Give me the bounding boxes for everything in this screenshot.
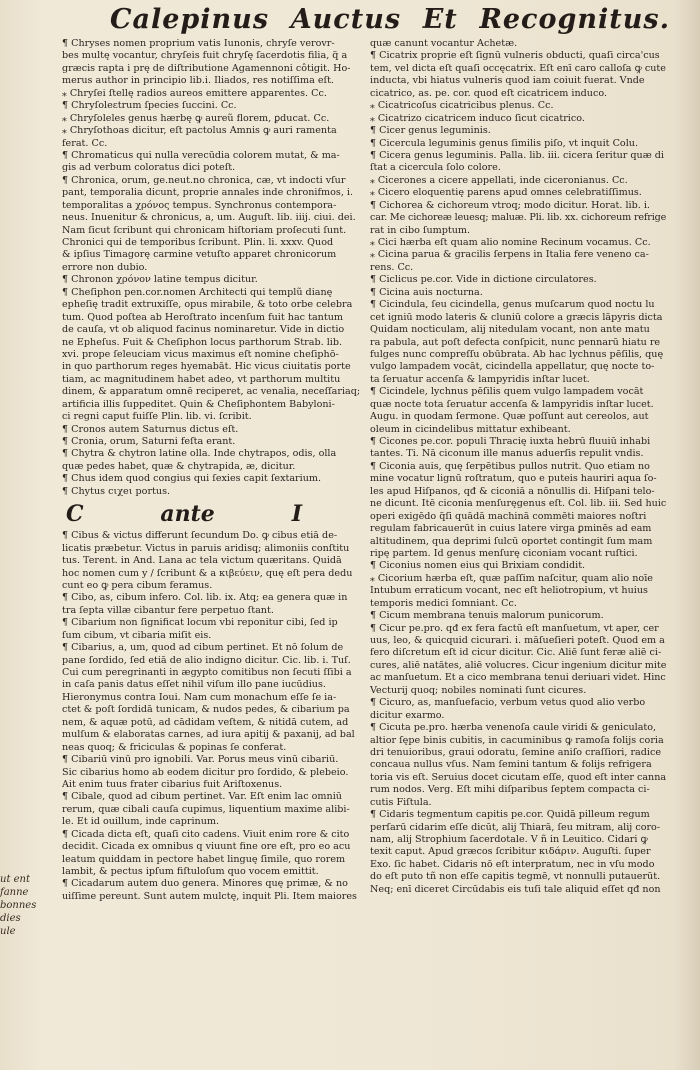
text-line: Ait enim tuus frater cibarius fuit Ariſtoxenus. xyxy=(62,778,283,790)
text-line: ¶ Ciconia auis, quę ſerpētibus pullos nutrit. Quo etiam no xyxy=(370,460,650,472)
text-line: ¶ Cronia, orum, Saturni feſta erant. xyxy=(62,436,236,447)
text-line: epheſię tradit extruxiſſe, opus mirabile, & toto orbe celebra xyxy=(62,299,353,311)
text-line: les apud Hiſpanos, qđ & ciconiā a nōnullis di. Hiſpani telo- xyxy=(370,485,655,497)
text-line: gis ad verbum coloratus dici poteſt. xyxy=(62,162,236,174)
text-line: temporis medici ſomniant. Cc. xyxy=(370,597,517,609)
text-line: ¶ Chronon χρόνον latine tempus dicitur. xyxy=(62,274,258,286)
text-line: ¶ Cibale, quod ad cibum pertinet. Var. Eſt enim lac omniū xyxy=(62,791,342,803)
text-line: ¶ Chryses nomen proprium vatis Iunonis, chryſe verovr- xyxy=(62,38,335,49)
text-line: tantes. Ti. Nā ciconum ille manus aduerſis repulit vndis. xyxy=(370,448,644,460)
section-heading xyxy=(62,498,362,530)
text-line: ¶ Chronica, orum, ge.neut.no chronica, cæ, vt indocti vſur xyxy=(62,174,346,186)
text-line: ⁎ Cicero eloquentię parens apud omnes celebratiſſimus. xyxy=(370,187,642,199)
text-line: dinem, & apparatum omnē reciperet, ac venalia, neceſſariaq; xyxy=(62,386,361,398)
text-line: Neq; enī diceret Circūdabis eis tuſi tale aliquid eſſet qđ non xyxy=(370,883,661,895)
text-line: ¶ Cicera genus leguminis. Palla. lib. iii. cicera ſeritur quæ di xyxy=(370,149,664,161)
text-line: ¶ Chryſoleɛtrum ſpecies ſuccini. Cc. xyxy=(62,100,237,112)
text-line: regulam fabricauerūt in cuius latere virga ꝑminēs ad eam xyxy=(370,523,652,535)
text-line: xvi. prope ſeleuciam vicus maximus eſt nomine cheſiphō- xyxy=(62,348,339,360)
text-line: ra pabula, aut poſt defecta conſpicit, nunc pennarū hiatu re xyxy=(370,336,661,348)
text-line: Exo. ſic habet. Cidaris nō eſt interpratum, nec in vſu modo xyxy=(370,858,655,870)
text-line: in caſa panis datus eſſet nihil viſum illo pane iucūdius. xyxy=(62,679,326,691)
text-line: tra ſepta villæ cibantur fere perpetuo ſtant. xyxy=(62,604,274,616)
text-line: uiſſime pereunt. Sunt autem mulctę, inquit Pli. Item maiores xyxy=(62,890,357,902)
text-line: fero diſcretum eſt id cicur dicitur. Cic. Aliē ſunt feræ aliē ci- xyxy=(370,647,662,659)
text-line: cicatrico, as. pe. cor. quod eſt cicatricem induco. xyxy=(370,87,607,99)
text-line: leatum quiddam in pectore habet linguę ſimile, quo rorem xyxy=(62,853,346,865)
text-line: ¶ Cicindula, ſeu cicindella, genus muſcarum quod noctu lu xyxy=(370,299,655,311)
text-line: mulſum & elaboratas carnes, ad iura apitij & paxanij, ad bal xyxy=(62,729,355,741)
text-line: ¶ Cibarium non ſignificat locum vbi reponitur cibi, ſed ip xyxy=(62,617,338,629)
text-line: ⁎ Cicatricoſus cicatricibus plenus. Cc. xyxy=(370,100,554,112)
text-line: ¶ Chromaticus qui nulla verecūdia colorem mutat, & ma- xyxy=(62,149,340,161)
text-line: car. Me cichoreæ leuesq; maluæ. Pli. lib. xx. cichoreum refrige xyxy=(370,212,666,224)
text-line: tem, vel dicta eſt quaſi occęcatrix. Eſt enī caro calloſa ꝙ cute xyxy=(370,62,666,74)
text-line: Cui cum peregrinanti in ægypto comitibus non ſecuti ſſibi a xyxy=(62,667,352,678)
text-line: inducta, vbi hiatus vulneris quod iam coiuit fuerat. Vnde xyxy=(370,75,645,87)
text-line: ⁎ Chryſothoas dicitur, eſt pactolus Amnis ꝙ auri ramenta xyxy=(62,125,337,137)
text-line: ¶ Cicada dicta eſt, quaſi cito cadens. Viuit enim rore & cito xyxy=(62,828,350,840)
text-line: quæ nocte tota ſeruatur accenſa & lampyridis inſtar lucet. xyxy=(370,398,654,410)
text-line: temporalitas a χρόνος tempus. Synchronus contempora- xyxy=(62,199,337,211)
margin-note-line: ut ent fanne xyxy=(0,874,31,898)
text-line: Quidam nocticulam, alij nitedulam vocant, non ante matu xyxy=(370,324,650,336)
running-head-middle: Auctus xyxy=(290,3,402,35)
text-line: quæ pedes habet, quæ & chytrapida, æ, dicitur. xyxy=(62,460,296,472)
text-line: ¶ Cidaris tegmentum capitis pe.cor. Quidā pilleum regum xyxy=(370,809,650,821)
text-line: ¶ Chytra & chytron latine olla. Inde chytrapos, odis, olla xyxy=(62,448,337,460)
text-line: concaua nullus vſus. Nam ſemini tantum & folijs refrigera xyxy=(370,759,652,771)
text-line: ¶ Cicer genus leguminis. xyxy=(370,125,491,137)
text-line: perſarū cidarim eſſe dicūt, alij Thiarā, ſeu mitram, alij coro- xyxy=(370,821,661,833)
text-line: le. Et id ouillum, inde caprinum. xyxy=(62,816,220,828)
margin-note-line: bonnes dies xyxy=(0,900,37,924)
text-line: fulges nunc compreſſu obūbrata. Ab hac lychnus pēſilis, quę xyxy=(370,348,664,360)
text-line: ci regni caput fuiſſe Plin. lib. vi. ſcribit. xyxy=(62,411,252,423)
text-line: ¶ Ciconius nomen eius qui Brixiam condidit. xyxy=(370,560,586,572)
text-line: ⁎ Cicina parua & gracilis ſerpens in Italia fere veneno ca- xyxy=(370,249,649,261)
text-line: ¶ Cicina auis nocturna. xyxy=(370,286,483,298)
text-line: ſum cibum, vt cibaria miſit eis. xyxy=(62,629,212,641)
right-column-entries xyxy=(370,38,666,896)
text-line: ¶ Chus idem quod congius qui ſexies capit ſextarium. xyxy=(62,473,322,485)
right-column xyxy=(370,38,666,896)
text-line: rens. Cc. xyxy=(370,261,414,273)
text-line: altior ſępe binis cubitis, in cacuminibus ꝙ ramoſa folijs coria xyxy=(370,734,664,746)
text-line: dri tenuioribus, graui odoratu, ſemine aniſo craſſiori, radice xyxy=(370,746,662,758)
running-head-right-b: Recognitus. xyxy=(479,3,670,35)
text-line: ¶ Cicatrix proprie eſt ſignū vulneris obducti, quaſi circa'cus xyxy=(370,50,660,62)
text-line: ¶ Cicur pe.pro. qđ ex fera factū eſt manſuetum, vt aper, cer xyxy=(370,622,659,634)
text-line: ⁎ Chryſoleles genus hærbę ꝙ aureũ florem, ꝑducat. Cc. xyxy=(62,112,330,124)
text-line: pane ſordido, ſed etiā de alio indigno dicitur. Cic. lib. i. Tuſ. xyxy=(62,654,351,666)
text-line: ne dicunt. Itē ciconia menſuręgenus eſt. Col. lib. iii. Sed huic xyxy=(370,498,666,510)
text-line: mine vocatur lignū roſtratum, quo e puteis hauriri aqua ſo- xyxy=(370,473,657,485)
text-line: ¶ Cicum membrana tenuis malorum punicorum. xyxy=(370,610,604,622)
text-line: in quo parthorum reges hyemabāt. Hic vicus ciuitatis porte xyxy=(62,361,351,373)
text-line: ¶ Cibus & victus differunt ſecundum Do. ꝙ cibus etiā de- xyxy=(62,530,338,542)
text-line: tum. Quod poſtea ab Heroſtrato incenſum fuit hac tantum xyxy=(62,311,343,323)
text-line: nem, & aquæ potū, ad cādidam veſtem, & nitidā cutem, ad xyxy=(62,716,349,728)
left-column-entries-b xyxy=(62,530,362,903)
text-line: ctet & poſt ſordidā tunicam, & nudos pedes, & cibarium pa xyxy=(62,704,350,716)
text-line: ⁎ Cicorium hærba eſt, quæ paſſim naſcitur, quam alio noīe xyxy=(370,572,653,584)
text-line: ne Epheſus. Fuit & Cheſiphon locus parthorum Strab. lib. xyxy=(62,336,343,348)
text-line: ¶ Cibariū vinū pro ignobili. Var. Porus meus vinū cibariū. xyxy=(62,754,339,766)
text-line: do eſt puto tñ non eſſe capitis tegmē, vt nonnulli putauerūt. xyxy=(370,871,661,883)
text-line: Vecturij quoq; nobiles nominati ſunt cicures. xyxy=(370,684,587,696)
text-line: toria vis eſt. Seruius docet cicutam eſſe, quod eſt inter canna xyxy=(370,771,666,783)
text-line: pant, temporalia dicunt, proprie annales inde chronifmos, i. xyxy=(62,187,354,199)
text-line: ⁎ Cici hærba eſt quam alio nomine Recinum vocamus. Cc. xyxy=(370,237,651,248)
text-line: ¶ Cicadarum autem duo genera. Minores quę primæ, & no xyxy=(62,878,348,890)
text-line: Nam ſicut ſcribunt qui chronicam hiſtoriam proſecuti ſunt. xyxy=(62,224,347,236)
text-line: nam, alij Strophium ſacerdotale. V ñ in Leuitico. Cidari ꝙ xyxy=(370,834,648,845)
section-heading-ante: ante xyxy=(160,500,215,527)
text-line: ¶ Cichorea & cichoreum vtroq; modo dicitur. Horat. lib. i. xyxy=(370,199,650,211)
text-line: hoc nomen cum y / ſcribunt & a κιβεύειν, quę eſt pera dedu xyxy=(62,567,353,579)
text-line: rum nodos. Verg. Eſt mihi diſparibus ſeptem compacta ci- xyxy=(370,784,650,796)
text-line: tus. Terent. in And. Lana ac tela victum quæritans. Quidā xyxy=(62,555,342,567)
text-line: ta ſeruatur accenſa & lampyridis inſtar lucet. xyxy=(370,373,590,385)
text-line: ⁎ Chryſei ſtellę radios aureos emittere apparentes. Cc. xyxy=(62,87,327,99)
text-line: ¶ Cibarius, a, um, quod ad cibum pertinet. Et nō ſolum de xyxy=(62,642,344,654)
margin-note-line: ule xyxy=(0,926,16,937)
text-line: ¶ Chytus cιχeι portus. xyxy=(62,485,171,497)
section-heading-letter-i: I xyxy=(291,500,302,527)
text-line: cet igniū modo lateris & cluniū colore a græcis lāpyris dicta xyxy=(370,311,663,323)
text-line: cutis Fiſtula. xyxy=(370,796,432,808)
left-column xyxy=(62,38,362,903)
text-line: Sic cibarius homo ab eodem dicitur pro ſordido, & plebeio. xyxy=(62,766,349,778)
text-line: ſtat a cicercula ſolo colore. xyxy=(370,162,501,174)
text-line: ¶ Cibo, as, cibum infero. Col. lib. ix. Atq; ea genera quæ in xyxy=(62,592,348,604)
running-head xyxy=(110,2,670,36)
text-line: ¶ Cicuta pe.pro. hærba venenoſa caule viridi & geniculato, xyxy=(370,722,657,734)
text-line: texit caput. Apud græcos ſcribitur κιδάριν. Auguſti. ſuper xyxy=(370,846,651,858)
running-head-right-a: Et xyxy=(422,3,458,35)
text-line: rat in cibo ſumptum. xyxy=(370,224,471,236)
text-line: Intubum erraticum vocant, nec eſt heliotropium, vt huius xyxy=(370,585,648,597)
text-line: ac manſuetum. Et a cico membrana tenui deriuari videt. Hinc xyxy=(370,672,666,684)
text-line: dicitur exarmo. xyxy=(370,709,445,721)
text-line: vulgo lampadem vocāt, cicindella appellatur, quę nocte to- xyxy=(370,361,655,373)
text-line: altitudinem, qua deprimi ſulcū oportet contingit ſum mam xyxy=(370,535,653,547)
text-line: quæ canunt vocantur Achetæ. xyxy=(370,38,518,49)
text-line: ¶ Cicercula leguminis genus ſimilis piſo, vt inquit Colu. xyxy=(370,137,638,149)
text-line: tiam, ac magnitudinem habet adeo, vt parthorum multitu xyxy=(62,373,341,385)
text-line: errore non dubio. xyxy=(62,261,148,273)
margin-note xyxy=(0,873,58,938)
text-line: artificia illis ſuppeditet. Quin & Cheſiphontem Babyloni- xyxy=(62,398,335,410)
text-line: Hieronymus contra Ioui. Nam cum monachum eſſe ſe ia- xyxy=(62,691,337,703)
text-line: bes multę vocantur, chryſeis fuit chryſę ſacerdotis filia, q̃ a xyxy=(62,50,348,62)
text-line: de cauſa, vt ob aliquod facinus nominaretur. Vide in dictio xyxy=(62,324,345,336)
text-line: licatis præbetur. Victus in paruis aridisq; alimoniis conſtitu xyxy=(62,542,350,554)
text-line: ¶ Cronos autem Saturnus dictus eſt. xyxy=(62,423,239,435)
text-line: ⁎ Cicatrizo cicatricem induco ſicut cicatrico. xyxy=(370,112,585,124)
text-line: cunt eo ꝙ pera cibum feramus. xyxy=(62,579,213,591)
text-line: ¶ Cicuro, as, manſuefacio, verbum vetus quod alio verbo xyxy=(370,697,646,709)
text-line: rerum, quæ cibali cauſa cupimus, liquentium maxime alibi- xyxy=(62,803,350,815)
text-line: cures, aliē natātes, aliē volucres. Cicur ingenium dicitur mite xyxy=(370,659,666,671)
text-line: neas quoq; & friciculas & popinas ſe conferat. xyxy=(62,741,287,753)
text-line: ¶ Cicindele, lychnus pēſilis quem vulgo lampadem vocāt xyxy=(370,386,644,398)
left-column-entries xyxy=(62,38,362,498)
text-line: ferat. Cc. xyxy=(62,137,108,149)
text-line: Augu. in quodam ſermone. Quæ poſſunt aut cereolos, aut xyxy=(370,411,649,423)
section-heading-letter-c: C xyxy=(66,500,84,527)
text-line: ⁎ Cicerones a cicere appellati, inde ciceronianus. Cc. xyxy=(370,174,628,186)
text-line: ¶ Ciclicus pe.cor. Vide in dictione circulatores. xyxy=(370,274,597,286)
text-line: neus. Inuenitur & chronicus, a, um. Auguſt. lib. iiij. ciui. dei. xyxy=(62,212,356,224)
text-line: merus author in principio lib.i. Iliados, res notiſſima eſt. xyxy=(62,75,334,87)
running-head-left: Calepinus xyxy=(110,3,270,35)
text-line: ripę partem. Id genus menſurę ciconiam vocant ruſtici. xyxy=(370,547,638,559)
text-line: operi exigēdo q̃ſi quādā machinā commēti maiores noſtri xyxy=(370,510,647,522)
text-line: decidit. Cicada ex omnibus q viuunt fine ore eſt, pro eo acu xyxy=(62,841,351,853)
text-line: lambit, & pectus ipſum fiſtuloſum quo vocem emittit. xyxy=(62,866,319,877)
text-line: uus, leo, & quicquid cicurari. i. māſueſieri poteſt. Quod em a xyxy=(370,635,665,646)
text-line: ¶ Cicones pe.cor. populi Thracię iuxta hebrū fluuiū inhabi xyxy=(370,436,651,447)
text-line: & ipſius Timagorę carmine vetuſto apparet chronicorum xyxy=(62,249,337,261)
text-line: oleum in cicindelibus mittatur exhibeant. xyxy=(370,423,571,435)
text-line: Chronici qui de temporibus ſcribunt. Plin. li. xxxv. Quod xyxy=(62,237,334,248)
text-line: ¶ Cheſiphon pen.cor.nomen Architecti qui templũ dianę xyxy=(62,286,333,298)
spine-shadow xyxy=(674,0,700,1070)
text-line: græcis rapta i prę de diſtributione Agamennoni côtigit. Ho- xyxy=(62,62,351,74)
